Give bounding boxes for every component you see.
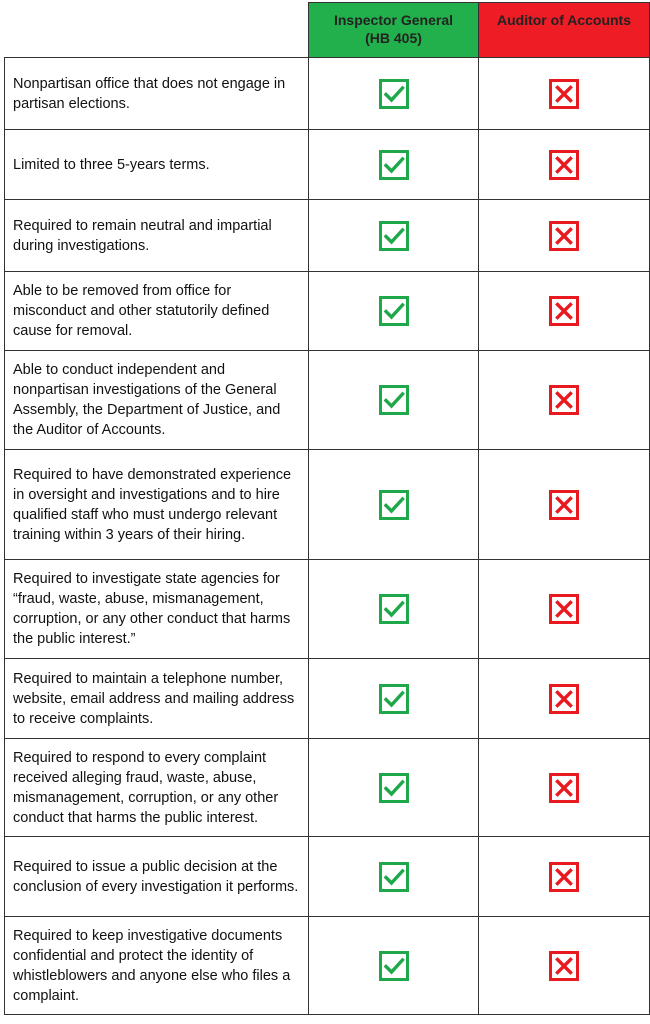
check-icon: [379, 79, 409, 109]
inspector-general-cell: [309, 739, 479, 837]
check-icon: [379, 951, 409, 981]
row-description: Required to maintain a telephone number, website, email address and mailing address to receive complaints.: [5, 659, 309, 739]
auditor-of-accounts-cell: [479, 659, 650, 739]
inspector-general-cell: [309, 917, 479, 1015]
check-icon: [379, 385, 409, 415]
cross-icon: [549, 594, 579, 624]
auditor-of-accounts-cell: [479, 200, 650, 272]
row-description: Nonpartisan office that does not engage in partisan elections.: [5, 58, 309, 130]
table-row: [5, 560, 650, 659]
table-row: [5, 837, 650, 917]
auditor-of-accounts-cell: [479, 130, 650, 200]
cross-icon: [549, 150, 579, 180]
cross-icon: [549, 490, 579, 520]
row-description: Required to investigate state agencies for “fraud, waste, abuse, mismanagement, corruption, or any other conduct that harms the public interest.”: [5, 560, 309, 659]
table-row: [5, 58, 650, 130]
inspector-general-cell: [309, 200, 479, 272]
table-row: [5, 659, 650, 739]
header-inspector-general-line1: Inspector General: [333, 12, 454, 28]
inspector-general-cell: [309, 560, 479, 659]
table-body: [5, 58, 650, 1015]
table-row: [5, 450, 650, 560]
cross-icon: [549, 296, 579, 326]
row-description: Required to remain neutral and impartial during investigations.: [5, 200, 309, 272]
check-icon: [379, 684, 409, 714]
table-row: [5, 351, 650, 450]
cross-icon: [549, 862, 579, 892]
row-description: Limited to three 5-years terms.: [5, 130, 309, 200]
inspector-general-cell: [309, 272, 479, 351]
cross-icon: [549, 385, 579, 415]
row-description: Required to respond to every complaint received alleging fraud, waste, abuse, mismanagement, corruption, or any other conduct that harms the public interest.: [5, 739, 309, 837]
check-icon: [379, 221, 409, 251]
row-description: Required to issue a public decision at the conclusion of every investigation it performs.: [5, 837, 309, 917]
header-auditor-of-accounts: Auditor of Accounts: [479, 3, 650, 58]
header-inspector-general: [309, 3, 479, 58]
cross-icon: [549, 951, 579, 981]
inspector-general-cell: [309, 450, 479, 560]
auditor-of-accounts-cell: [479, 58, 650, 130]
auditor-of-accounts-cell: [479, 351, 650, 450]
inspector-general-cell: [309, 130, 479, 200]
row-description: Required to have demonstrated experience in oversight and investigations and to hire qualified staff who must undergo relevant training within 3 years of their hiring.: [5, 450, 309, 560]
inspector-general-cell: [309, 659, 479, 739]
inspector-general-cell: [309, 58, 479, 130]
table-row: [5, 130, 650, 200]
header-blank-cell: [5, 3, 309, 58]
row-description: Able to conduct independent and nonpartisan investigations of the General Assembly, the Department of Justice, and the Auditor of Accounts.: [5, 351, 309, 450]
check-icon: [379, 490, 409, 520]
table-row: [5, 739, 650, 837]
inspector-general-cell: [309, 351, 479, 450]
table-row: [5, 200, 650, 272]
check-icon: [379, 862, 409, 892]
header-inspector-general-line2: (HB 405): [365, 30, 422, 46]
check-icon: [379, 594, 409, 624]
cross-icon: [549, 684, 579, 714]
cross-icon: [549, 79, 579, 109]
auditor-of-accounts-cell: [479, 917, 650, 1015]
table-row: [5, 272, 650, 351]
auditor-of-accounts-cell: [479, 739, 650, 837]
check-icon: [379, 150, 409, 180]
comparison-table: [4, 2, 650, 1015]
check-icon: [379, 773, 409, 803]
cross-icon: [549, 773, 579, 803]
auditor-of-accounts-cell: [479, 560, 650, 659]
check-icon: [379, 296, 409, 326]
row-description: Able to be removed from office for misconduct and other statutorily defined cause for removal.: [5, 272, 309, 351]
inspector-general-cell: [309, 837, 479, 917]
cross-icon: [549, 221, 579, 251]
table-row: [5, 917, 650, 1015]
row-description: Required to keep investigative documents confidential and protect the identity of whistleblowers and anyone else who files a complaint.: [5, 917, 309, 1015]
auditor-of-accounts-cell: [479, 272, 650, 351]
table-header-row: [5, 3, 650, 58]
auditor-of-accounts-cell: [479, 450, 650, 560]
auditor-of-accounts-cell: [479, 837, 650, 917]
